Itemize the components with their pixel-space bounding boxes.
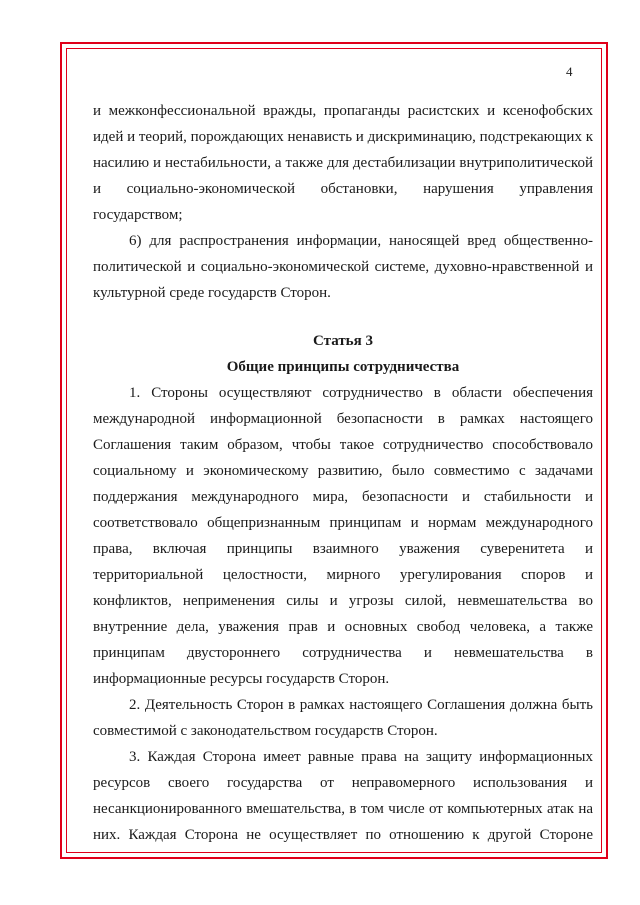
paragraph-article-1: 1. Стороны осуществляют сотрудничество в области обеспечения международной информационной безопасности в рамках настоящего Соглашения таким образом, чтобы такое сотрудничество способствовало социальному и экономическому развитию, было совместимо с задачами поддержания международного мира, безопасности и стабильности и соответствовало общепризнанным принципам и нормам международного права, включая принципы взаимного уважения суверенитета и территориальной целостности, мирного урегулирования споров и конфликтов, неприменения силы и угрозы силой, невмешательства во внутренние дела, уважения прав и основных свобод человека, а также принципам двустороннего сотрудничества и невмешательства в информационные ресурсы государств Сторон.	[93, 385, 593, 687]
document-body	[93, 98, 593, 848]
paragraph-article-3: 3. Каждая Сторона имеет равные права на защиту информационных ресурсов своего государства от неправомерного использования и несанкционированного вмешательства, в том числе от компьютерных атак на них. Каждая Сторона не осуществляет по отношению к другой Стороне	[93, 749, 593, 843]
paragraph-item-6: 6) для распространения информации, наносящей вред общественно-политической и социально-экономической системе, духовно-нравственной и культурной среде государств Сторон.	[93, 233, 593, 301]
paragraph-continuation: и межконфессиональной вражды, пропаганды расистских и ксенофобских идей и теорий, порождающих ненависть и дискриминацию, подстрекающих к насилию и нестабильности, а также для дестабилизации внутриполитической и социально-экономической обстановки, нарушения управления государством;	[93, 103, 593, 223]
article-title: Общие принципы сотрудничества	[226, 359, 460, 375]
page-number: 4	[566, 64, 573, 79]
paragraph-article-2: 2. Деятельность Сторон в рамках настоящего Соглашения должна быть совместимой с законодательством государств Сторон.	[93, 697, 593, 739]
article-number: Статья 3	[313, 333, 373, 349]
